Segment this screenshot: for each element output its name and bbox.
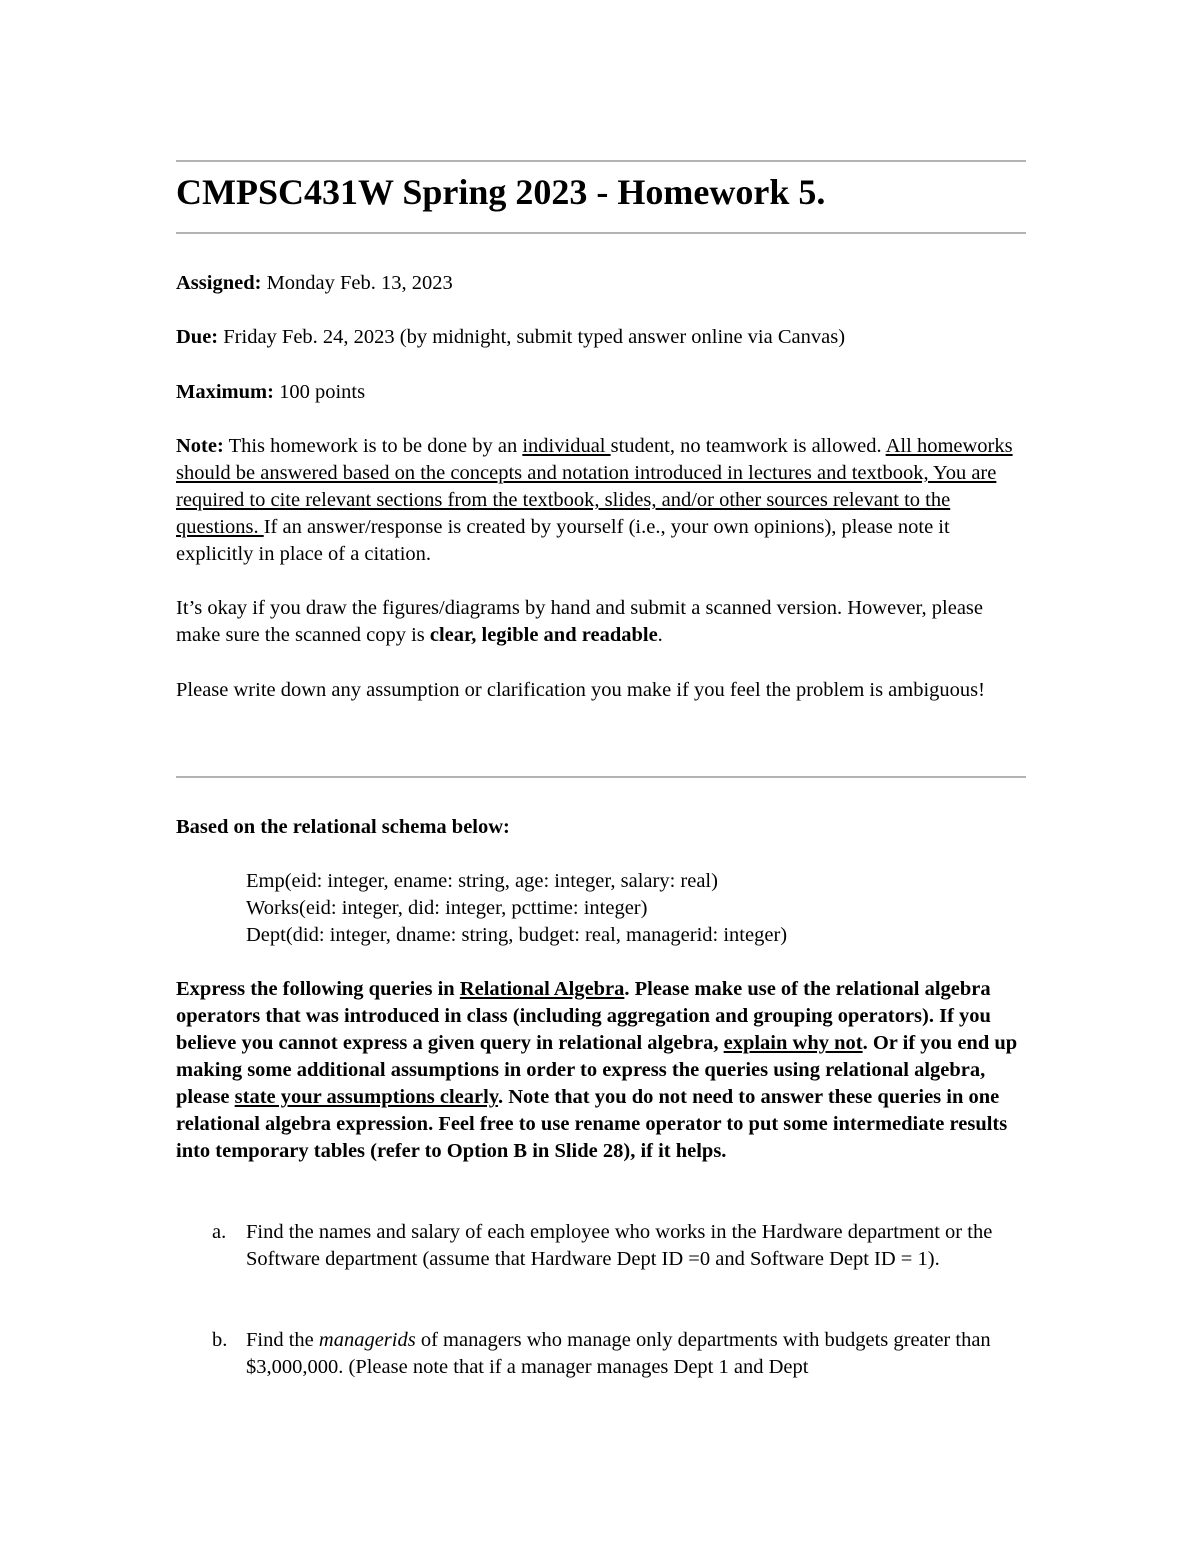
question-text [246, 1327, 1026, 1381]
question-text: Find the names and salary of each employee who works in the Hardware department or the Software department (assume that Hardware Dept ID =0 and Software Dept ID = 1). [246, 1221, 993, 1270]
maximum-line [176, 379, 1026, 406]
schema-relation-emp: Emp(eid: integer, ename: string, age: integer, salary: real) [246, 870, 718, 892]
instructions-paragraph [176, 976, 1026, 1165]
instructions-text: Express the following queries in [176, 978, 460, 1000]
instructions-relational-algebra: Relational Algebra [459, 978, 625, 1000]
instructions-explain-why-not: explain why not [723, 1032, 863, 1054]
maximum-value: 100 points [273, 381, 366, 403]
scan-text: . [657, 624, 663, 646]
note-text: student, no teamwork is allowed. [610, 435, 886, 457]
instructions-text: . Please make use of the relational algebra operators that was introduced in class (including aggregation and grouping operators). If you believe you cannot express a given query in relational algebra, [176, 978, 991, 1054]
scan-text: It’s okay if you draw the figures/diagrams by hand and submit a scanned version. However, please make sure the scanned copy is [176, 597, 983, 646]
instructions-text: . Or if you end up making some additional assumptions in order to express the queries using relational algebra, please [176, 1032, 1018, 1108]
question-text-part: Find the [246, 1329, 319, 1351]
schema-intro: Based on the relational schema below: [176, 816, 510, 838]
note-paragraph [176, 433, 1026, 568]
scan-paragraph [176, 595, 1026, 649]
note-individual: individual [522, 435, 611, 457]
question-text-part: of managers who manage only departments with budgets greater than $3,000,000. (Please note that if a manager manages Dept 1 and Dept [246, 1329, 991, 1378]
question-marker: a. [212, 1221, 227, 1243]
question-managerids: managerids [318, 1329, 416, 1351]
assigned-value: Monday Feb. 13, 2023 [261, 272, 453, 294]
note-text: If an answer/response is created by yourself (i.e., your own opinions), please note it explicitly in place of a citation. [176, 516, 950, 565]
assigned-label: Assigned: [176, 272, 262, 294]
top-divider [176, 160, 1026, 162]
note-citation-requirement: All homeworks should be answered based on the concepts and notation introduced in lectures and textbook, You are required to cite relevant sections from the textbook, slides, and/or other sources relevant to the questions. [176, 435, 1013, 538]
assigned-line [176, 270, 1026, 297]
instructions-state-assumptions: state your assumptions clearly [234, 1086, 498, 1108]
instructions-text: . Note that you do not need to answer these queries in one relational algebra expression. Feel free to use rename operator to put some intermediate results into temporary tables (refer to Option B in Slide 28), if it helps. [176, 1086, 1008, 1162]
schema-relation-dept: Dept(did: integer, dname: string, budget: real, managerid: integer) [246, 924, 788, 946]
scan-emphasis: clear, legible and readable [429, 624, 658, 646]
assumption-paragraph: Please write down any assumption or clarification you make if you feel the problem is ambiguous! [176, 679, 985, 701]
page-title: CMPSC431W Spring 2023 - Homework 5. [176, 172, 826, 212]
due-label: Due: [176, 326, 219, 348]
title-divider [176, 232, 1026, 234]
due-line [176, 324, 1026, 351]
maximum-label: Maximum: [176, 381, 274, 403]
note-label: Note: [176, 435, 224, 457]
due-value: Friday Feb. 24, 2023 (by midnight, submit typed answer online via Canvas) [218, 326, 846, 348]
section-divider [176, 776, 1026, 778]
note-text: This homework is to be done by an [223, 435, 523, 457]
schema-relation-works: Works(eid: integer, did: integer, pcttime: integer) [246, 897, 648, 919]
question-marker: b. [212, 1329, 228, 1351]
